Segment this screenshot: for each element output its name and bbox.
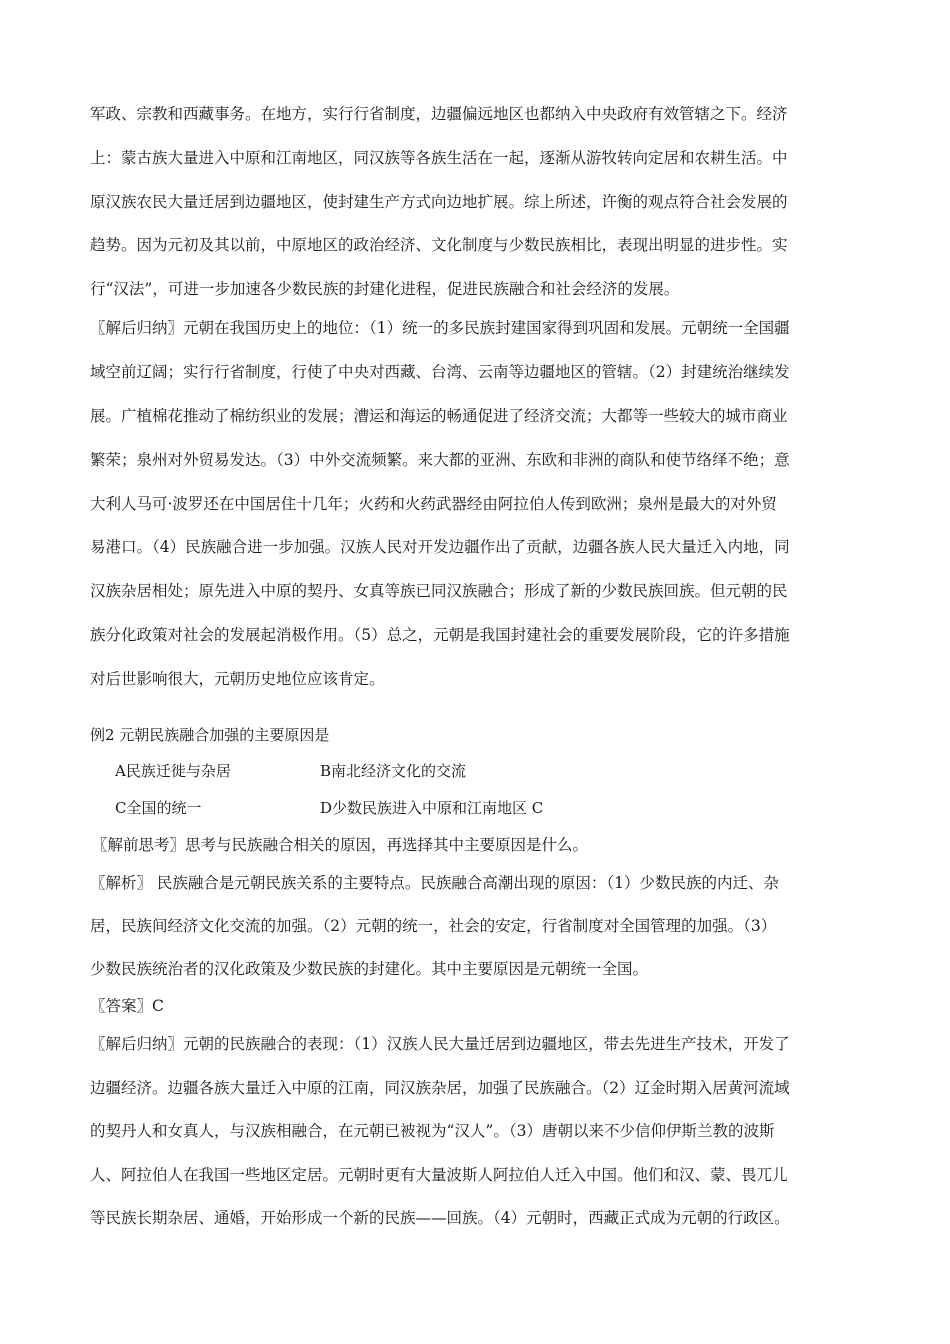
text-line: 对后世影响很大，元朝历史地位应该肯定。 xyxy=(90,670,385,688)
text-line: 易港口。（4）民族融合进一步加强。汉族人民对开发边疆作出了贡献，边疆各族人民大量迁入内地，同 xyxy=(90,538,790,556)
text-line: 原汉族农民大量迁居到边疆地区，使封建生产方式向边地扩展。综上所述，许衡的观点符合社会发展的 xyxy=(90,193,788,211)
text-line: 繁荣；泉州对外贸易发达。（3）中外交流频繁。来大都的亚洲、东欧和非洲的商队和使节络绎不绝；意 xyxy=(90,451,790,469)
text-line: 趋势。因为元初及其以前，中原地区的政治经济、文化制度与少数民族相比，表现出明显的进步性。实 xyxy=(90,236,788,254)
text-line: 族分化政策对社会的发展起消极作用。（5）总之，元朝是我国封建社会的重要发展阶段，它的许多措施 xyxy=(90,626,790,644)
text-line: 〖解前思考〗思考与民族融合相关的原因，再选择其中主要原因是什么。 xyxy=(92,836,589,854)
text-line: 域空前辽阔；实行行省制度，行使了中央对西藏、台湾、云南等边疆地区的管辖。（2）封建统治继续发 xyxy=(90,363,790,381)
text-line: 大利人马可·波罗还在中国居住十几年；火药和火药武器经由阿拉伯人传到欧洲；泉州是最大的对外贸 xyxy=(90,495,777,513)
text-line: 汉族杂居相处；原先进入中原的契丹、女真等族已同汉族融合；形成了新的少数民族回族。但元朝的民 xyxy=(90,582,788,600)
option-a: A民族迁徙与杂居 xyxy=(115,762,231,780)
text-line: 边疆经济。边疆各族大量迁入中原的江南，同汉族杂居，加强了民族融合。（2）辽金时期入居黄河流域 xyxy=(90,1079,790,1097)
text-line: 少数民族统治者的汉化政策及少数民族的封建化。其中主要原因是元朝统一全国。 xyxy=(90,960,649,978)
question-text: 例2 元朝民族融合加强的主要原因是 xyxy=(90,726,330,744)
text-line: 军政、宗教和西藏事务。在地方，实行行省制度，边疆偏远地区也都纳入中央政府有效管辖之下。经济 xyxy=(90,105,788,123)
text-line: 上：蒙古族大量进入中原和江南地区，同汉族等各族生活在一起，逐渐从游牧转向定居和农耕生活。中 xyxy=(90,149,788,167)
option-c: C全国的统一 xyxy=(115,799,202,817)
option-d: D少数民族进入中原和江南地区 C xyxy=(320,799,544,817)
text-line: 〖解后归纳〗元朝的民族融合的表现：（1）汉族人民大量迁居到边疆地区，带去先进生产技术，开发了 xyxy=(90,1035,790,1053)
text-line: 等民族长期杂居、通婚，开始形成一个新的民族——回族。（4）元朝时，西藏正式成为元朝的行政区。 xyxy=(90,1209,790,1227)
text-line: 居，民族间经济文化交流的加强。（2）元朝的统一，社会的安定，行省制度对全国管理的加强。（3） xyxy=(90,917,777,935)
text-line: 展。广植棉花推动了棉纺织业的发展；漕运和海运的畅通促进了经济交流；大都等一些较大的城市商业 xyxy=(90,407,788,425)
text-line: 〖解析〗 民族融合是元朝民族关系的主要特点。民族融合高潮出现的原因：（1）少数民族的内迁、杂 xyxy=(90,874,780,892)
option-b: B南北经济文化的交流 xyxy=(320,762,467,780)
text-line: 〖解后归纳〗元朝在我国历史上的地位：（1）统一的多民族封建国家得到巩固和发展。元朝统一全国疆 xyxy=(90,319,790,337)
text-line: 人、阿拉伯人在我国一些地区定居。元朝时更有大量波斯人阿拉伯人迁入中国。他们和汉、蒙、畏兀儿 xyxy=(90,1166,788,1184)
text-line: 的契丹人和女真人，与汉族相融合，在元朝已被视为“汉人”。（3）唐朝以来不少信仰伊斯兰教的波斯 xyxy=(90,1122,775,1140)
answer-text: 〖答案〗C xyxy=(90,997,164,1015)
text-line: 行“汉法”，可进一步加速各少数民族的封建化进程，促进民族融合和社会经济的发展。 xyxy=(90,280,680,298)
